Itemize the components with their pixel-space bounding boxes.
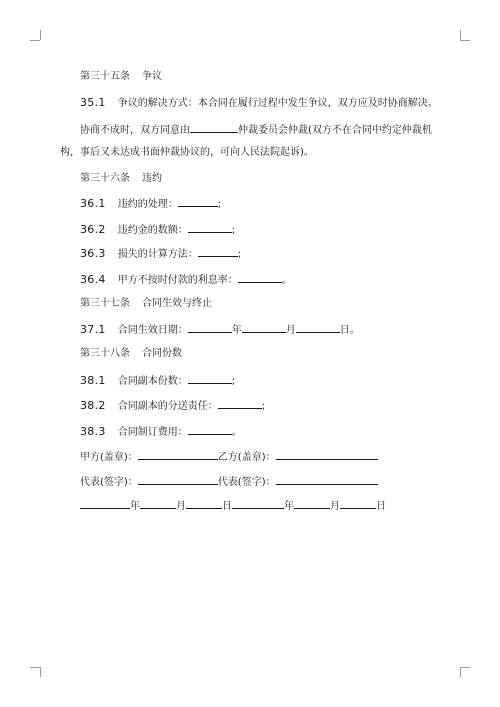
article-38-heading (80, 347, 182, 361)
clause-label: 合同副本份数： (117, 376, 188, 387)
year-label: 年 (231, 325, 242, 336)
clause-end-punct: ; (231, 225, 236, 236)
clause-36-3 (80, 246, 241, 262)
clause-text: 仲裁委员会仲裁(双方不在合同中约定仲裁机 (238, 125, 432, 136)
clause-36-4 (80, 272, 292, 288)
clause-number: 37.1 (80, 323, 106, 336)
clause-label: 合同制订费用： (117, 427, 188, 438)
month-label: 月 (330, 501, 340, 512)
article-title: 争议 (142, 71, 162, 82)
party-a-year-field[interactable] (80, 498, 130, 509)
fill-blank-drafting-cost[interactable] (188, 424, 232, 435)
clause-end-punct: ; (217, 199, 222, 210)
article-number: 第三十七条 (80, 298, 130, 309)
party-a-representative-label: 代表(签字)： (80, 477, 138, 488)
clause-end-punct: ; (237, 249, 242, 260)
article-35-heading (80, 70, 162, 84)
party-a-seal-label: 甲方(盖章)： (80, 452, 138, 463)
clause-number: 38.3 (80, 425, 106, 438)
clause-36-2 (80, 222, 235, 238)
signature-date-row (80, 498, 386, 514)
clause-number: 36.4 (80, 273, 106, 286)
clause-text: 争议的解决方式：本合同在履行过程中发生争议，双方应及时协商解决。 (117, 98, 438, 109)
clause-number: 36.3 (80, 247, 106, 260)
fill-blank-breach-handling[interactable] (178, 196, 218, 207)
clause-number: 36.2 (80, 223, 106, 236)
clause-38-1 (80, 373, 235, 389)
clause-label: 合同副本的分送责任： (117, 401, 218, 412)
clause-number: 38.1 (80, 374, 106, 387)
fill-blank-penalty-amount[interactable] (188, 222, 232, 233)
party-b-month-field[interactable] (294, 498, 330, 509)
day-label: 日。 (339, 325, 360, 336)
article-number: 第三十六条 (80, 173, 130, 184)
fill-blank-loss-calculation[interactable] (198, 246, 238, 257)
article-36-heading (80, 172, 162, 186)
article-number: 第三十八条 (80, 348, 130, 359)
party-b-seal-label: 乙方(盖章)： (217, 452, 276, 463)
clause-end-punct: 。 (281, 275, 292, 286)
clause-label: 违约的处理： (117, 199, 178, 210)
fill-blank-distribution-responsibility[interactable] (218, 398, 262, 409)
article-title: 合同生效与终止 (142, 298, 212, 309)
party-b-representative-field[interactable] (276, 474, 378, 485)
party-a-representative-field[interactable] (138, 474, 218, 485)
party-b-seal-field[interactable] (276, 449, 378, 460)
party-b-representative-label: 代表(签字)： (217, 477, 276, 488)
clause-end-punct: ; (231, 376, 236, 387)
party-a-seal-field[interactable] (138, 449, 218, 460)
clause-35-1 (80, 96, 438, 111)
clause-37-1 (80, 322, 360, 338)
clause-number: 36.1 (80, 197, 106, 210)
article-title: 合同份数 (142, 348, 182, 359)
party-a-day-field[interactable] (186, 498, 222, 509)
party-b-day-field[interactable] (340, 498, 376, 509)
fill-blank-effective-month[interactable] (242, 322, 286, 333)
clause-end-punct: 。 (231, 427, 242, 438)
representative-row (80, 474, 378, 490)
clause-38-2 (80, 398, 265, 414)
clause-number: 38.2 (80, 399, 106, 412)
clause-number: 35.1 (80, 96, 106, 109)
clause-36-1 (80, 196, 221, 212)
clause-35-1-line-3 (60, 146, 314, 160)
clause-label: 违约金的数额： (117, 225, 188, 236)
year-label: 年 (130, 501, 140, 512)
clause-label: 合同生效日期： (117, 325, 188, 336)
clause-text: 构，事后又未达成书面仲裁协议的，可向人民法院起诉)。 (60, 147, 314, 158)
year-label: 年 (284, 501, 294, 512)
fill-blank-arbitration-commission[interactable] (190, 122, 238, 133)
clause-35-1-line-2 (80, 122, 432, 138)
month-label: 月 (176, 501, 186, 512)
clause-38-3 (80, 424, 242, 440)
clause-end-punct: ; (261, 401, 266, 412)
article-number: 第三十五条 (80, 71, 130, 82)
article-37-heading (80, 297, 212, 311)
seal-row (80, 449, 378, 465)
clause-label: 损失的计算方法： (117, 249, 198, 260)
fill-blank-copy-count[interactable] (188, 373, 232, 384)
clause-text: 协商不成时，双方同意由 (80, 125, 190, 136)
month-label: 月 (285, 325, 296, 336)
day-label: 日 (376, 501, 386, 512)
party-b-year-field[interactable] (232, 498, 284, 509)
clause-label: 甲方不按时付款的利息率： (117, 275, 238, 286)
article-title: 违约 (142, 173, 162, 184)
fill-blank-interest-rate[interactable] (238, 272, 282, 283)
fill-blank-effective-year[interactable] (188, 322, 232, 333)
party-a-month-field[interactable] (140, 498, 176, 509)
fill-blank-effective-day[interactable] (296, 322, 340, 333)
day-label: 日 (222, 501, 232, 512)
